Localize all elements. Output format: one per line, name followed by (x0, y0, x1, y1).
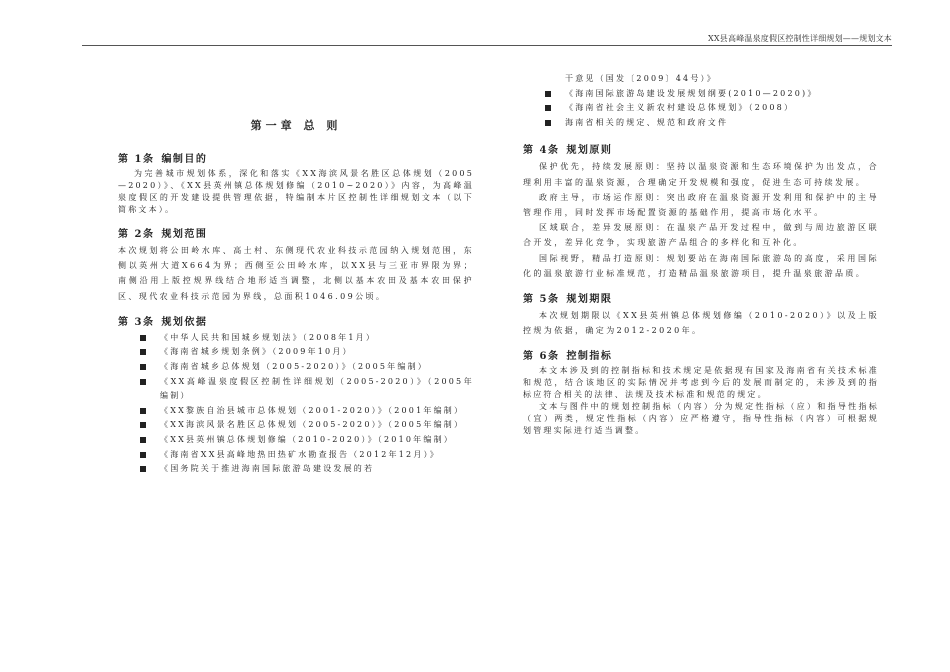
article-paragraph: 本文本涉及到的控制指标和技术规定是依据现有国家及海南省有关技术标准和规范，结合该地区的实际情况并考虑到今后的发展而制定的，未涉及到的指标应符合相关的法律、法规及技术标准和规范的规定。 (523, 366, 879, 400)
article-title: 规划原则 (566, 145, 613, 157)
reference-list-continued (523, 72, 879, 130)
running-header: XX县高峰温泉度假区控制性详细规划——规划文本 (708, 34, 892, 43)
list-item: 《XX黎族自治县城市总体规划（2001-2020）》（2001年编制） (140, 404, 474, 419)
square-bullet-icon (140, 408, 146, 414)
article-4 (523, 144, 879, 281)
article-2 (118, 228, 474, 304)
list-item: 《海南国际旅游岛建设发展规划纲要(2010—2020)》 (545, 87, 879, 102)
article-paragraph: 政府主导，市场运作原则：突出政府在温泉资源开发利用和保护中的主导管理作用，同时发挥市场配置资源的基础作用，提高市场化水平。 (523, 192, 879, 217)
left-column (118, 70, 474, 489)
article-body: 本次规划将公田岭水库、高土村、东侧现代农业科技示范园纳入规划范围，东侧以英州大道X664为界；西侧至公田岭水库，以XX县与三亚市界限为界；南侧沿用上版控规界线结合地形适当调整，北侧以基本农田及基本农田保护区、现代农业科技示范园为界线，总面积1046.09公顷。 (118, 246, 474, 301)
list-item: 《XX县英州镇总体规划修编（2010-2020）》（2010年编制） (140, 433, 474, 448)
reference-list (118, 331, 474, 477)
article-heading (118, 153, 474, 167)
list-item: 《国务院关于推进海南国际旅游岛建设发展的若 (140, 462, 474, 477)
article-3 (118, 316, 474, 477)
article-title: 规划期限 (566, 294, 613, 305)
article-heading (523, 293, 879, 307)
square-bullet-icon (545, 120, 551, 126)
square-bullet-icon (140, 335, 146, 341)
article-number: 第 3条 (118, 316, 155, 328)
list-item-continued: 干意见（国发〔2009〕44号）》 (565, 74, 717, 83)
square-bullet-icon (140, 466, 146, 472)
article-heading (118, 316, 474, 330)
article-title: 控制指标 (566, 351, 613, 363)
article-body: 本次规划期限以《XX县英州镇总体规划修编（2010-2020）》以及上版控规为依据，确定为2012-2020年。 (523, 311, 879, 336)
article-heading (523, 350, 879, 364)
article-paragraph: 保护优先，持续发展原则：坚持以温泉资源和生态环境保护为出发点，合理利用丰富的温泉资源，合理确定开发规模和强度，促进生态可持续发展。 (523, 162, 879, 187)
square-bullet-icon (140, 437, 146, 443)
article-heading (118, 228, 474, 242)
article-1 (118, 153, 474, 216)
list-item: 《中华人民共和国城乡规划法》（2008年1月） (140, 331, 474, 346)
square-bullet-icon (545, 91, 551, 97)
article-paragraph: 文本与图件中的规划控制指标（内容）分为规定性指标（应）和指导性指标（宜）两类，规定性指标（内容）应严格遵守，指导性指标（内容）可根据规划管理实际进行适当调整。 (523, 402, 879, 436)
list-item: 《海南省城乡规划条例》（2009年10月） (140, 345, 474, 360)
article-number: 第 6条 (523, 351, 560, 363)
article-paragraph: 国际视野，精品打造原则：规划要站在海南国际旅游岛的高度，采用国际化的温泉旅游行业标准规范，打造精品温泉旅游项目，提升温泉旅游品质。 (523, 253, 879, 278)
article-5 (523, 293, 879, 338)
list-item: 海南省相关的规定、规范和政府文件 (545, 116, 879, 131)
square-bullet-icon (140, 364, 146, 370)
article-title: 规划依据 (161, 316, 208, 328)
article-title: 编制目的 (161, 154, 208, 165)
list-item: 《海南省城乡总体规划（2005-2020）》（2005年编制） (140, 360, 474, 375)
list-item: 《海南省社会主义新农村建设总体规划》（2008） (545, 101, 879, 116)
article-body: 为完善城市规划体系，深化和落实《XX海滨风景名胜区总体规划（2005—2020）》、《XX县英州镇总体规划修编（2010~2020）》内容，为高峰温泉度假区的开发建设提供管理依据，特编制本片区控制性详细规划文本（以下简称文本）。 (118, 169, 474, 214)
article-number: 第 5条 (523, 294, 560, 305)
article-number: 第 4条 (523, 145, 560, 157)
article-6 (523, 350, 879, 437)
header-divider (82, 45, 892, 46)
article-number: 第 2条 (118, 229, 155, 240)
chapter-title: 第一章 总 则 (250, 119, 342, 132)
article-number: 第 1条 (118, 154, 155, 165)
square-bullet-icon (140, 379, 146, 385)
square-bullet-icon (140, 422, 146, 428)
article-paragraph: 区域联合，差异发展原则：在温泉产品开发过程中，做到与周边旅游区联合开发，差异化竞争，实现旅游产品组合的多样化和互补化。 (523, 223, 879, 248)
article-heading (523, 144, 879, 158)
square-bullet-icon (140, 452, 146, 458)
list-item: 《XX海滨风景名胜区总体规划（2005-2020）》（2005年编制） (140, 418, 474, 433)
list-item: 《XX高峰温泉度假区控制性详细规划（2005-2020）》（2005年编制） (140, 375, 474, 404)
square-bullet-icon (140, 349, 146, 355)
article-title: 规划范围 (161, 229, 208, 240)
list-item: 《海南省XX县高峰地热田热矿水勘查报告（2012年12月）》 (140, 448, 474, 463)
square-bullet-icon (545, 105, 551, 111)
right-column (523, 72, 879, 449)
